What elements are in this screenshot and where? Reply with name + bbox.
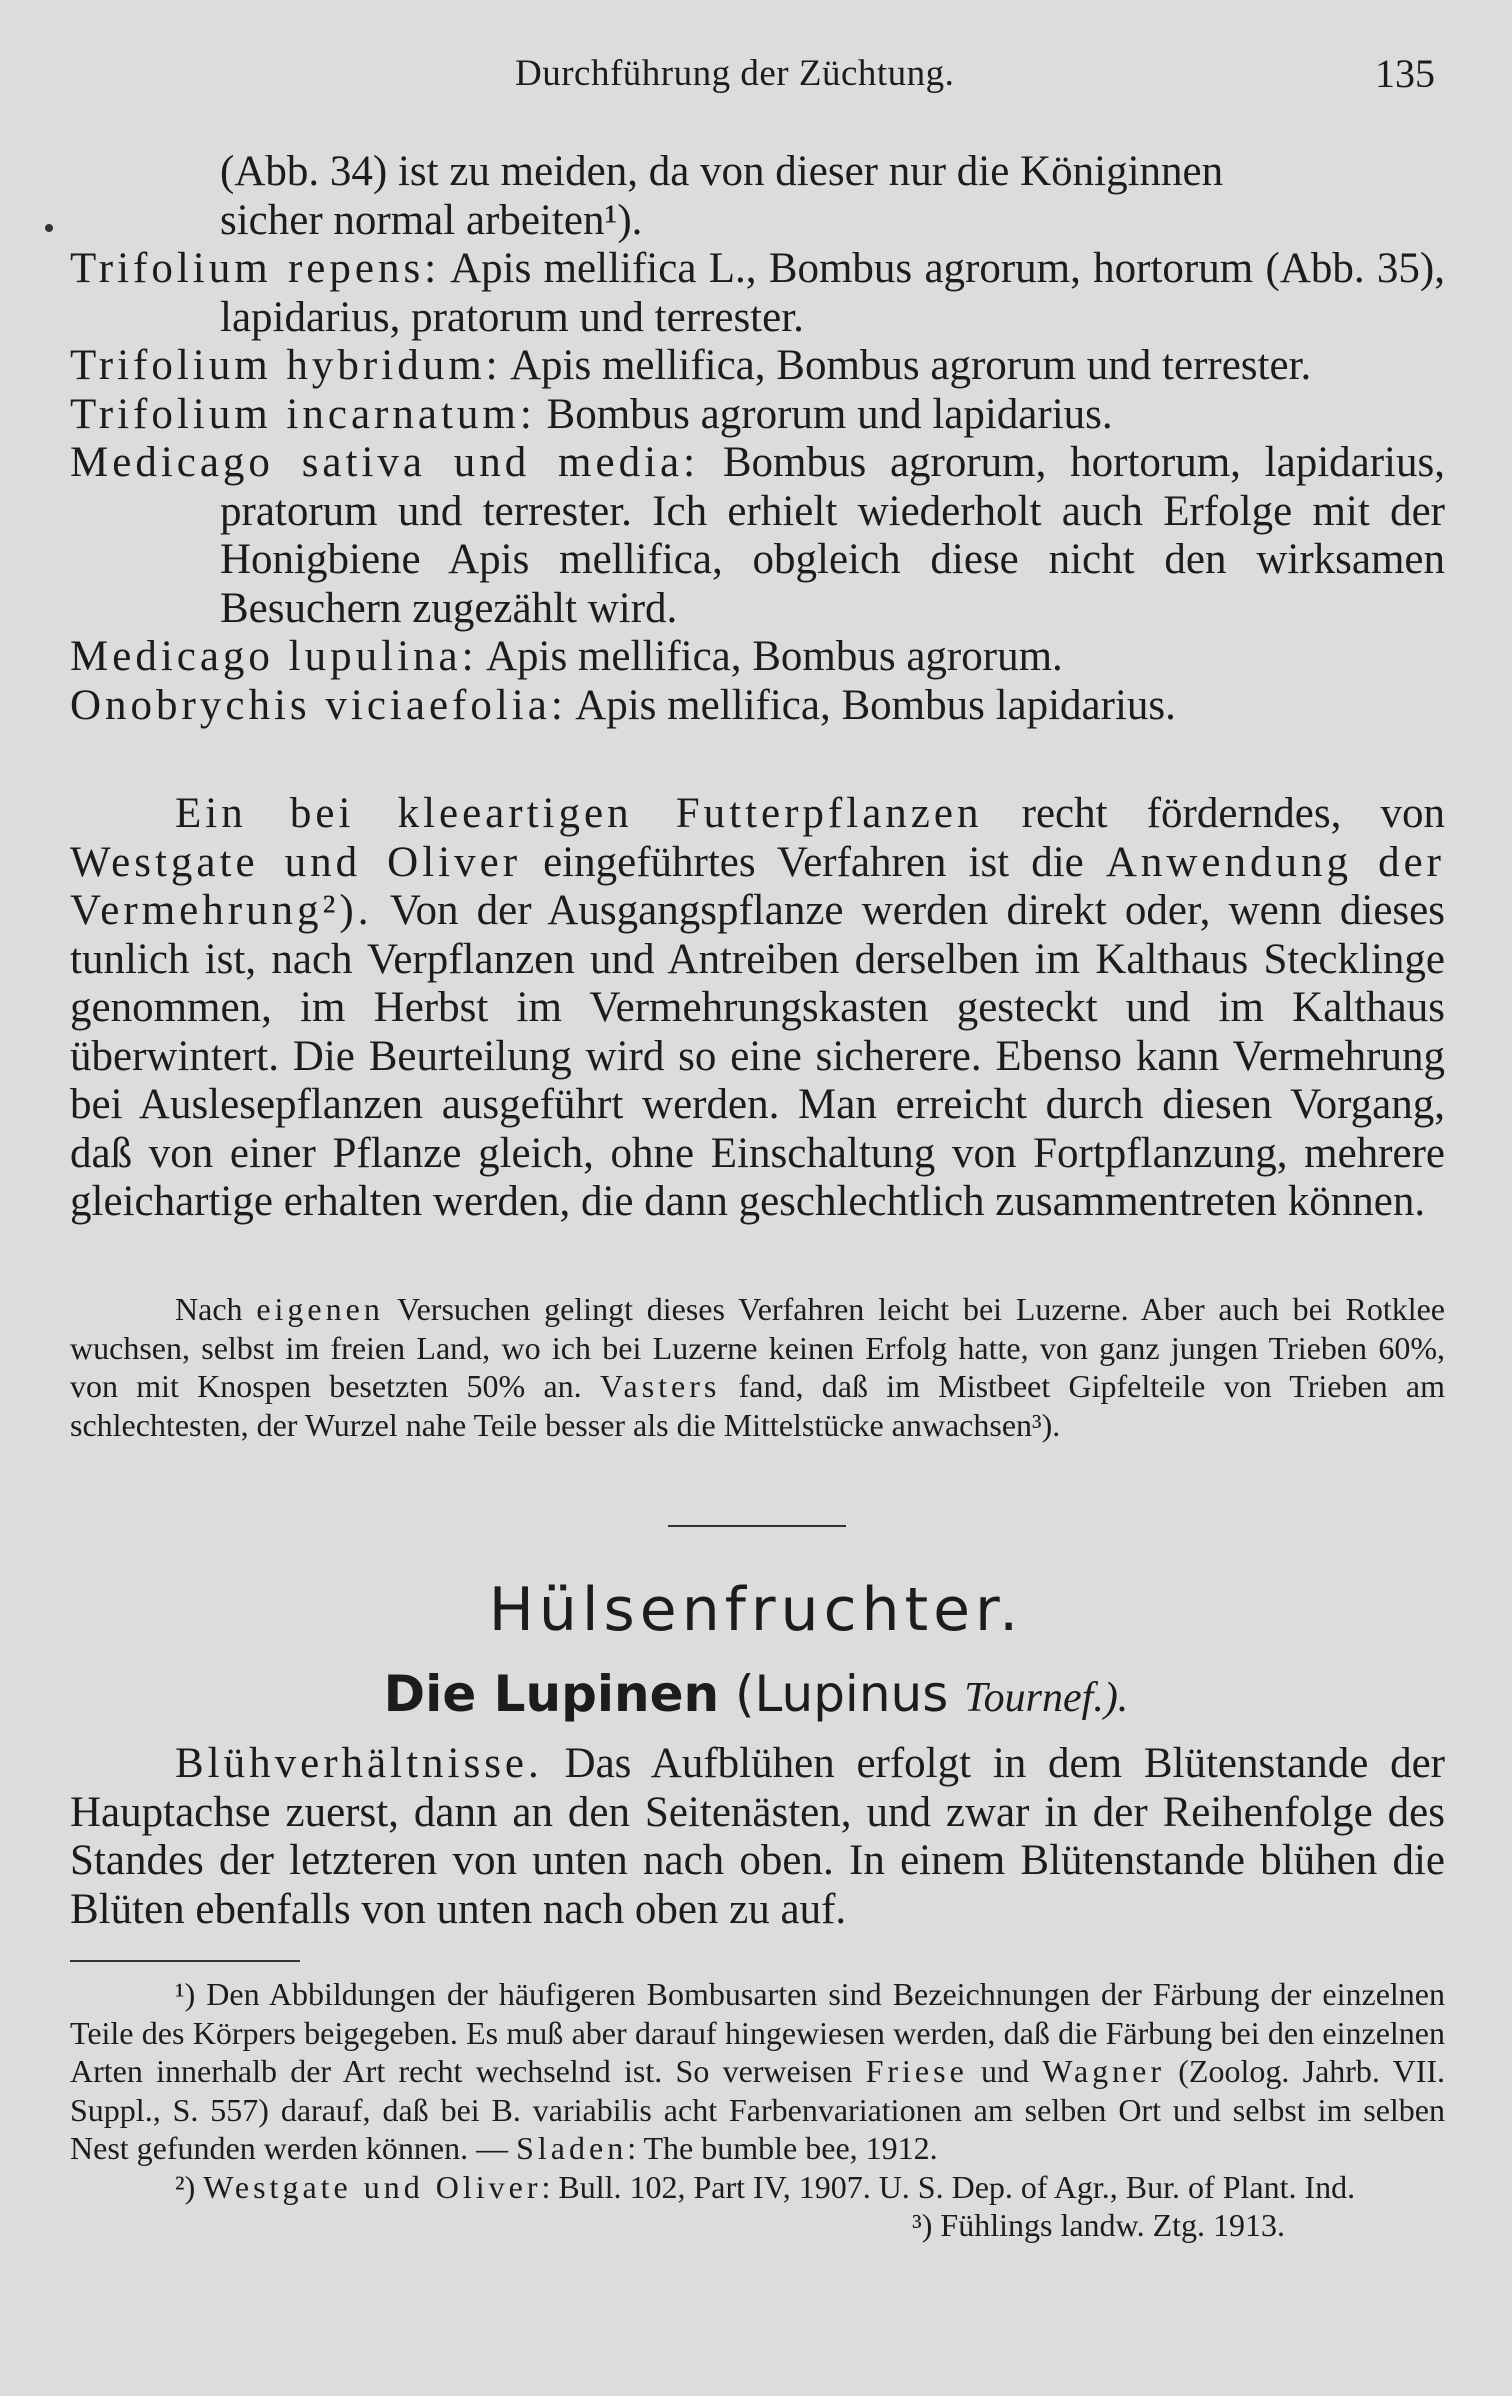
pollinator-list	[70, 245, 1445, 730]
section-title: Hülsenfruchter.	[488, 1575, 1024, 1645]
list-item: Medicago lupulina: Apis mellifica, Bombus agrorum.	[70, 633, 1063, 680]
margin-dot	[45, 224, 53, 232]
footnote-2: ²) Westgate und Oliver: Bull. 102, Part IV, 1907. U. S. Dep. of Agr., Bur. of Plant. Ind.	[175, 2168, 1356, 2205]
footnote-1: ¹) Den Abbildungen der häufigeren Bombusarten sind Bezeichnungen der Färbung der einzelnen Teile des Körpers beigegeben. Es muß aber darauf hingewiesen werden, daß die Färbung bei den einzelnen Arten innerhalb der Art recht wechselnd ist. So verweisen Friese und Wagner (Zoolog. Jahrb. VII. Suppl., S. 557) darauf, daß bei B. variabilis acht Farbenvariationen am selben Ort und selbst im selben Nest gefunden werden können. — Sladen: The bumble bee, 1912.	[70, 1976, 1446, 2166]
footnote-3: ³) Fühlings landw. Ztg. 1913.	[912, 2207, 1285, 2243]
plant-name: Trifolium incarnatum:	[70, 390, 536, 438]
list-item: Medicago sativa und media: Bombus agrorum, hortorum, lapidarius, pratorum und terrester. Ich erhielt wiederholt auch Erfolge mit der Honigbiene Apis mellifica, obgleich diese nicht den wirksamen Besuchern zugezählt wird.	[70, 439, 1445, 632]
plant-name: Medicago sativa und media:	[70, 439, 700, 486]
text-line: (Abb. 34) ist zu meiden, da von dieser nur die Königinnen	[220, 148, 1224, 195]
plant-name: Onobrychis viciaefolia:	[70, 681, 567, 729]
continued-lines	[220, 148, 1445, 245]
list-item: Trifolium repens: Apis mellifica L., Bombus agrorum, hortorum (Abb. 35), lapidarius, pratorum und terrester.	[70, 245, 1445, 341]
lupine-paragraph: Blühverhältnisse. Das Aufblühen erfolgt in dem Blütenstande der Hauptachse zuerst, dann an den Seitenästen, und zwar in der Reihenfolge des Standes der letzteren von unten nach oben. In einem Blütenstande blühen die Blüten ebenfalls von unten nach oben zu auf.	[70, 1740, 1445, 1933]
plant-name: Trifolium hybridum:	[70, 342, 502, 389]
running-header: Durchführung der Züchtung.	[515, 53, 955, 94]
list-item: Trifolium hybridum: Apis mellifica, Bombus agrorum und terrester.	[70, 342, 1312, 389]
text-line: sicher normal arbeiten¹).	[220, 196, 643, 244]
plant-name: Trifolium repens:	[70, 245, 441, 292]
footnote-divider	[70, 1960, 300, 1962]
body-paragraph: Ein bei kleeartigen Futterpflanzen recht förderndes, von Westgate und Oliver eingeführtes Verfahren ist die Anwendung der Vermehrung²). Von der Ausgangspflanze werden direkt oder, wenn dieses tunlich ist, nach Verpflanzen und Antreiben derselben im Kalthaus Stecklinge genommen, im Herbst im Vermehrungskasten gesteckt und im Kalthaus überwintert. Die Beurteilung wird so eine sicherere. Ebenso kann Vermehrung bei Auslesepflanzen ausgeführt werden. Man erreicht durch diesen Vorgang, daß von einer Pflanze gleich, ohne Einschaltung von Fortpflanzung, mehrere gleichartige erhalten werden, die dann geschlechtlich zusammentreten können.	[70, 790, 1445, 1225]
section-divider	[668, 1525, 846, 1527]
page-number: 135	[1375, 51, 1435, 96]
list-item: Onobrychis viciaefolia: Apis mellifica, Bombus lapidarius.	[70, 681, 1176, 729]
footnotes	[70, 1975, 1445, 2245]
small-print-paragraph: Nach eigenen Versuchen gelingt dieses Verfahren leicht bei Luzerne. Aber auch bei Rotklee wuchsen, selbst im freien Land, wo ich bei Luzerne keinen Erfolg hatte, von ganz jungen Trieben 60%, von mit Knospen besetzten 50% an. Vasters fand, daß im Mistbeet Gipfelteile von Trieben am schlechtesten, der Wurzel nahe Teile besser als die Mittelstücke anwachsen³).	[70, 1291, 1446, 1443]
subsection-title: Die Lupinen (Lupinus Tournef.).	[383, 1665, 1129, 1723]
plant-name: Medicago lupulina:	[70, 633, 478, 680]
list-item: Trifolium incarnatum: Bombus agrorum und lapidarius.	[70, 390, 1113, 438]
